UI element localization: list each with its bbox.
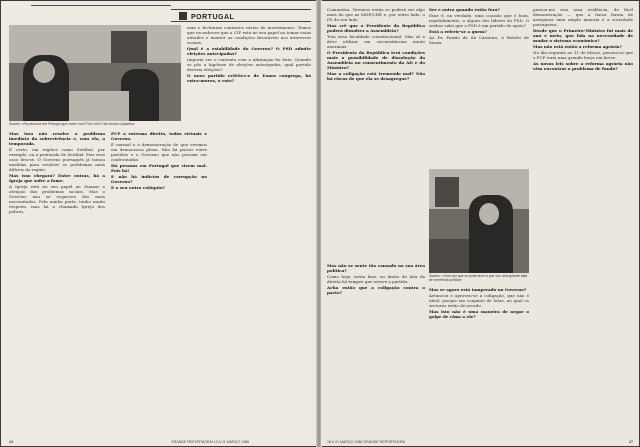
page-number: 27 — [629, 440, 633, 444]
question: Mas crê que o Presidente da República poderá dissolver a Assembleia? — [327, 23, 425, 33]
photo-caption: Soares: «Uma vez que se pode fazer a que sôo uma grande falta de coerência política» — [429, 274, 528, 282]
page-number: 24 — [9, 440, 13, 444]
interview-photo — [9, 25, 181, 121]
header-rule — [31, 5, 171, 6]
question: Está a referir-se a quem? — [429, 29, 487, 34]
question: Mas isto não é uma maneira de negar o golpe de cima a ele? — [429, 309, 529, 319]
paragraph: É certo, em regiões como Setúbal, por exemplo, ou a península de Setúbal. Pois esse caso deu-se. O Governo português já tomou medidas para resolver os problemas mais difíceis da região. — [9, 147, 105, 172]
question: Mas se agora está tamperado no Governo? — [429, 287, 527, 292]
photo-caption: Soares: «Há pessoas em Portugal que vivem mal? Pois há! E não fomos culpados» — [9, 122, 135, 126]
issue-date: 13 A 21 MARÇO 1986 — [213, 440, 249, 444]
paragraph: Importa ver o contexto com a afirmação foi feita. Quando se pôs a hipótese de eleições antecipadas, qual partido deveria eleições? — [187, 57, 311, 72]
footer-mag — [171, 440, 249, 444]
question: Mas não está então a reforma agrária? — [533, 44, 622, 49]
question: Desde que o Primeiro-Ministro fui mais de ano e meio, que fala na necessidade de mudar o sistema económico? — [533, 28, 633, 43]
footer-right — [629, 440, 633, 444]
text-column-3 — [187, 25, 311, 133]
text-column-lower-b — [429, 287, 529, 433]
paragraph: É normal e a demonstração de que vivemos em democracia plena. Não há pactos entre partidos e o Governo que não possam ser confrontados. — [111, 142, 207, 162]
question: Há pessoas em Portugal que vivem mal. Pois há! — [111, 163, 207, 173]
section-marker-icon — [179, 12, 187, 20]
magazine-name: GRANDE REPORTAGEM — [363, 440, 405, 444]
question: PCP a extrema direita, todos virtuais e Governo. — [111, 131, 207, 141]
paragraph: Como hoje, nesta fase, no limite de luta de direita há tempos que esteve a partido. — [327, 274, 425, 284]
question: As novas leis sobre a reforma agrária não vêm encontrar o problema de fundo? — [533, 61, 633, 71]
question: E não há indícios de corrupção no Governo? — [111, 174, 207, 184]
question: Mas isso chegará? Entre outras, há a Igreja que sofre a fome. — [9, 173, 105, 183]
question: Ser e outra quando estão fora? — [429, 7, 500, 12]
text-column-lower-a — [327, 263, 425, 433]
issue-date: 18 A 21 MARÇO 1986 — [327, 440, 363, 444]
text-column-3 — [533, 7, 633, 431]
paragraph: nem e fecharam contratos vários de investimento. Temos que reconhecer que a CIP está no seu papel ao tomar estas atitudes e manter as condições favoráveis aos interesses sociais. — [187, 25, 311, 45]
section-tab — [171, 9, 311, 22]
question: Mas a coligação está tremendo mal? Não há riscos de que ela se desagregue? — [327, 71, 425, 81]
question: Acha então que a coligação contra o pacto? — [327, 285, 425, 295]
paragraph: No dia seguinte ao 11 de Março, pensou-se que o PCP teria uma grande força em breve. — [533, 50, 633, 60]
question: O Presidente da República terá condições mais a possibilidade de dissolução da Assembleia no consentimento da AD e do Ministro? — [327, 50, 425, 70]
footer-date — [327, 440, 405, 444]
question: Qual é a estabilidade do Governo? O PSD admite eleições antecipadas? — [187, 46, 311, 56]
paragraph: A Igreja está no seu papel ao chamar a atenção dos problemas sociais. Mas o Governo não se esqueceu dos mais necessitados. Pela minha parte, tenho muito respeito, mas há a chamada Igreja dos pobres. — [9, 184, 105, 214]
magazine-name: GRANDE REPORTAGEM — [171, 440, 213, 444]
right-page — [321, 1, 639, 446]
question: E o seu outro colóquio? — [111, 185, 165, 190]
text-column-2 — [429, 7, 529, 167]
interview-photo — [429, 169, 529, 273]
paragraph: Tem essa faculdade constitucional. Mas só a deve utilizar em circunstâncias muito anormais. — [327, 34, 425, 49]
footer-left — [9, 440, 13, 444]
question: O novo partido eclético-e de Eanes congrega, há extra-muros, o voto? — [187, 73, 311, 83]
left-page — [1, 1, 317, 446]
section-label: PORTUGAL — [191, 14, 235, 21]
question: Mas isso não resolve o problema imediato da sobrevivência e, com ela, a temporada. — [9, 131, 105, 146]
text-column-2 — [111, 131, 207, 431]
paragraph: Comunista. Veremos então se poderá ser algo mais do que as MDP/CDE e, por outro lado, o PS do seu lado. — [327, 7, 425, 22]
paragraph: Esse é, na verdade, uma ocasião que é bom, repetidamente, a alguns dos líderes do PSD. O senhor sabe que o PSD é um partido de apoio? — [429, 13, 529, 28]
paragraph: Arrancou e aprovou-se a coligação, que não é ideal, porque em conjunto de lutas, no qual os sectores estão de acordo. — [429, 293, 529, 308]
paragraph: passou-me isso uma evidência, de fácil demonstração — que a única forma de assegurar uma ampla maioria é a sociedade portuguesa. — [533, 7, 633, 27]
text-column-1 — [9, 131, 105, 431]
text-column-1 — [327, 7, 425, 259]
question: Mas não se sente tão cansado na sua área política? — [327, 263, 425, 273]
paragraph: Ao Dr. Paixão de Sá Carneiro, à Rebelo de Sousa. — [429, 35, 529, 45]
